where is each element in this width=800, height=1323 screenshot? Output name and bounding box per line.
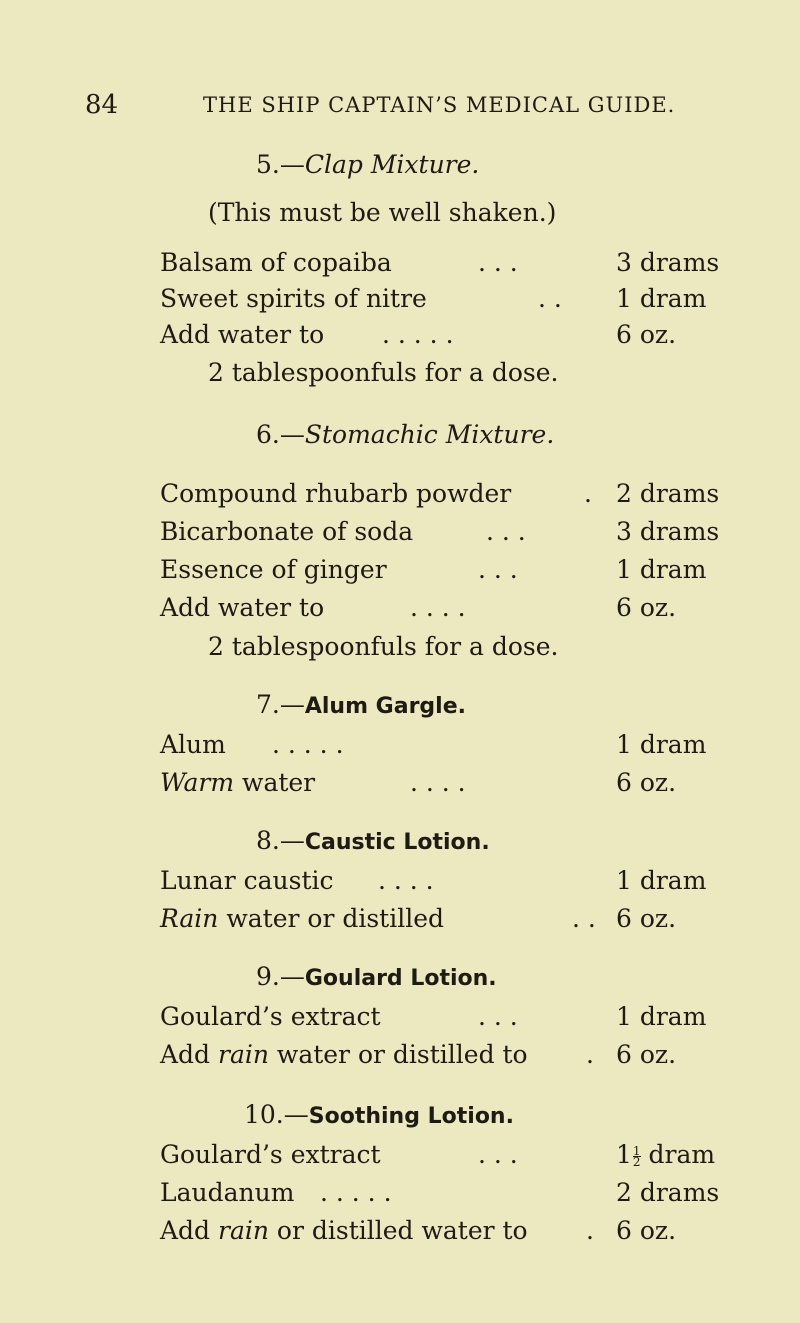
heading-dash: — (279, 962, 305, 991)
ingredient-row (160, 517, 720, 551)
quantity-unit: dram (640, 1140, 716, 1169)
ingredient-name: Alum (160, 730, 226, 759)
ingredient-name-pre: Add (160, 1040, 219, 1069)
ingredient-name: Lunar caustic (160, 866, 334, 895)
dose-instruction: 2 tablespoonfuls for a dose. (208, 632, 559, 661)
leader-dots: . (586, 1040, 594, 1069)
ingredient-quantity: 6 oz. (616, 593, 677, 622)
section-heading (256, 962, 497, 991)
quantity-fraction (633, 1146, 641, 1167)
leader-dots: . (584, 479, 592, 508)
leader-dots: . . . (478, 555, 518, 584)
ingredient-name-pre: Add (160, 1216, 219, 1245)
ingredient-name: Add water to (160, 320, 325, 349)
ingredient-row (160, 1216, 720, 1250)
fraction-denominator: 2 (632, 1155, 641, 1169)
section-number: 6. (256, 420, 280, 449)
ingredient-quantity: 1 dram (616, 730, 707, 759)
ingredient-row (160, 1178, 720, 1212)
dose-instruction: 2 tablespoonfuls for a dose. (208, 358, 559, 387)
ingredient-name-italic: rain (218, 1040, 269, 1069)
section-title: Clap Mixture. (304, 150, 480, 179)
leader-dots: . . . (478, 248, 518, 277)
leader-dots: . . . . . (382, 320, 454, 349)
ingredient-row (160, 479, 720, 513)
running-header (85, 90, 715, 120)
leader-dots: . . (572, 904, 596, 933)
ingredient-name: Bicarbonate of soda (160, 517, 414, 546)
ingredient-quantity (616, 1140, 715, 1169)
ingredient-name-italic: rain (218, 1216, 269, 1245)
heading-dash: — (279, 690, 305, 719)
heading-dash: — (279, 826, 305, 855)
section-title: Soothing Lotion. (308, 1104, 514, 1129)
ingredient-row (160, 768, 720, 802)
ingredient-row (160, 1040, 720, 1074)
running-head: THE SHIP CAPTAIN’S MEDICAL GUIDE. (203, 93, 676, 117)
section-title: Goulard Lotion. (304, 966, 497, 991)
ingredient-row (160, 730, 720, 764)
section-number: 7. (256, 690, 280, 719)
leader-dots: . . (538, 284, 562, 313)
page-number: 84 (85, 90, 119, 120)
leader-dots: . . . . . (320, 1178, 392, 1207)
section-heading (256, 690, 466, 719)
ingredient-name: Goulard’s extract (160, 1002, 381, 1031)
heading-dash: — (279, 150, 305, 179)
ingredient-name-rest: water or distilled to (268, 1040, 528, 1069)
ingredient-row (160, 284, 720, 318)
ingredient-name-italic: Rain (160, 904, 219, 933)
ingredient-name-rest: water (234, 768, 316, 797)
ingredient-name: Sweet spirits of nitre (160, 284, 427, 313)
ingredient-quantity: 6 oz. (616, 904, 677, 933)
section-number: 5. (256, 150, 280, 179)
section-number: 8. (256, 826, 280, 855)
ingredient-name (160, 904, 444, 933)
ingredient-row (160, 866, 720, 900)
ingredient-quantity: 1 dram (616, 866, 707, 895)
ingredient-name: Essence of ginger (160, 555, 387, 584)
ingredient-quantity: 6 oz. (616, 1040, 677, 1069)
leader-dots: . . . (486, 517, 526, 546)
ingredient-quantity: 2 drams (616, 479, 720, 508)
section-title: Alum Gargle. (304, 694, 466, 719)
leader-dots: . . . . (410, 593, 466, 622)
ingredient-name (160, 1216, 528, 1245)
ingredient-quantity: 1 dram (616, 555, 707, 584)
ingredient-name: Balsam of copaiba (160, 248, 392, 277)
section-heading (256, 420, 554, 449)
ingredient-row (160, 1002, 720, 1036)
leader-dots: . . . . (410, 768, 466, 797)
ingredient-name-rest: or distilled water to (268, 1216, 528, 1245)
ingredient-name: Laudanum (160, 1178, 295, 1207)
ingredient-quantity: 3 drams (616, 517, 720, 546)
ingredient-row (160, 1140, 720, 1174)
ingredient-name-rest: water or distilled (218, 904, 445, 933)
quantity-whole: 1 (616, 1140, 632, 1169)
ingredient-name-italic: Warm (160, 768, 235, 797)
ingredient-quantity: 6 oz. (616, 320, 677, 349)
ingredient-name: Compound rhubarb powder (160, 479, 512, 508)
ingredient-row (160, 904, 720, 938)
ingredient-row (160, 555, 720, 589)
heading-dash: — (279, 420, 305, 449)
ingredient-name: Goulard’s extract (160, 1140, 381, 1169)
ingredient-quantity: 1 dram (616, 1002, 707, 1031)
section-heading (244, 1100, 514, 1129)
ingredient-row (160, 320, 720, 354)
section-title: Stomachic Mixture. (304, 420, 555, 449)
ingredient-quantity: 3 drams (616, 248, 720, 277)
ingredient-name (160, 1040, 528, 1069)
section-title: Caustic Lotion. (304, 830, 490, 855)
ingredient-quantity: 6 oz. (616, 1216, 677, 1245)
section-note: (This must be well shaken.) (208, 198, 557, 227)
ingredient-name: Add water to (160, 593, 325, 622)
ingredient-name (160, 768, 315, 797)
ingredient-quantity: 6 oz. (616, 768, 677, 797)
ingredient-quantity: 1 dram (616, 284, 707, 313)
leader-dots: . (586, 1216, 594, 1245)
leader-dots: . . . (478, 1002, 518, 1031)
heading-dash: — (283, 1100, 309, 1129)
section-heading (256, 150, 479, 179)
ingredient-row (160, 248, 720, 282)
leader-dots: . . . (478, 1140, 518, 1169)
ingredient-row (160, 593, 720, 627)
fraction-numerator: 1 (632, 1144, 641, 1158)
section-number: 9. (256, 962, 280, 991)
leader-dots: . . . . (378, 866, 434, 895)
ingredient-quantity: 2 drams (616, 1178, 720, 1207)
section-heading (256, 826, 490, 855)
leader-dots: . . . . . (272, 730, 344, 759)
section-number: 10. (244, 1100, 284, 1129)
